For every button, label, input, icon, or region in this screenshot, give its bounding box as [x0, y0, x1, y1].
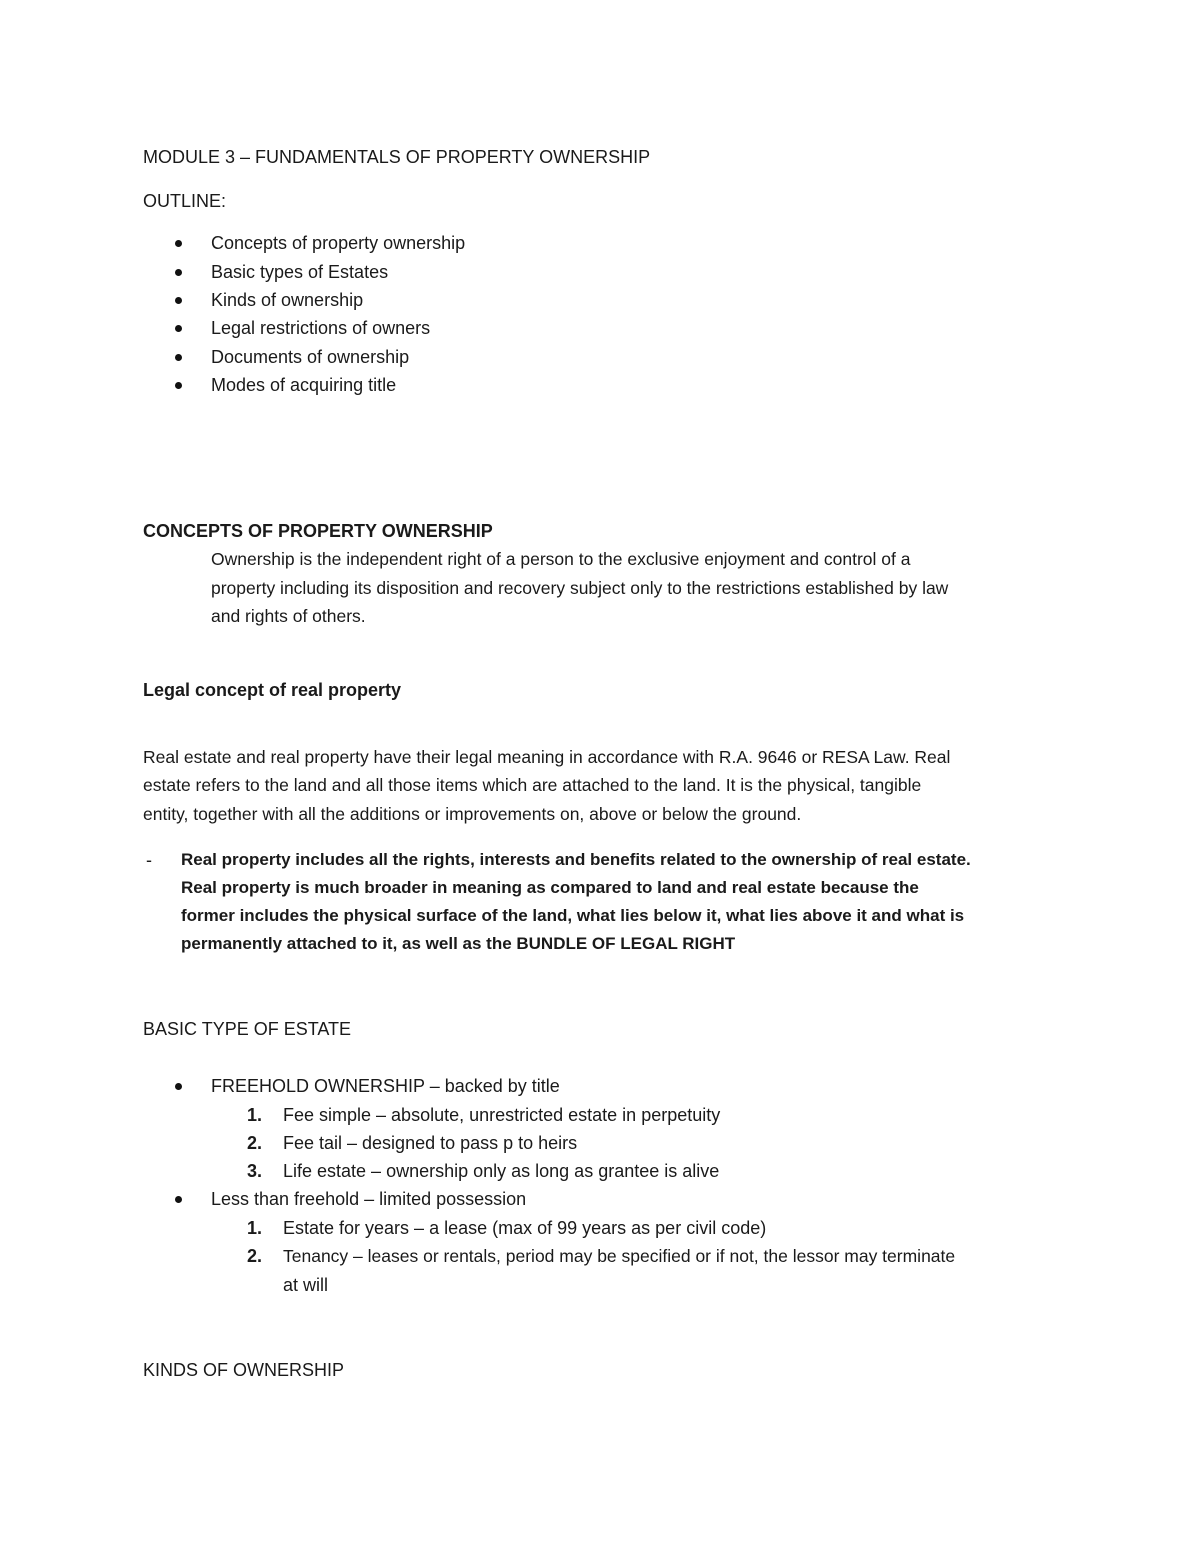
bullet-icon: [175, 269, 182, 276]
legal-concept-paragraph-line: estate refers to the land and all those items which are attached to the land. It is the physical, tangible: [143, 775, 922, 795]
less-freehold-label: Less than freehold – limited possession: [211, 1189, 527, 1209]
real-property-line: Real property includes all the rights, interests and benefits related to the ownership of real estate.: [181, 850, 971, 869]
freehold-label: FREEHOLD OWNERSHIP – backed by title: [211, 1076, 560, 1096]
bullet-icon: [175, 1196, 182, 1203]
bullet-icon: [175, 297, 182, 304]
kinds-heading: KINDS OF OWNERSHIP: [143, 1360, 345, 1380]
outline-item: Legal restrictions of owners: [211, 318, 431, 338]
real-property-line: former includes the physical surface of the land, what lies below it, what lies above it and what is: [181, 906, 965, 925]
less-freehold-continuation: at will: [283, 1275, 329, 1295]
estate-heading: BASIC TYPE OF ESTATE: [143, 1019, 352, 1039]
legal-concept-paragraph-line: entity, together with all the additions or improvements on, above or below the ground.: [143, 804, 802, 824]
list-number: 3.: [247, 1161, 263, 1181]
real-property-line: permanently attached to it, as well as the BUNDLE OF LEGAL RIGHT: [181, 934, 736, 953]
module-title: MODULE 3 – FUNDAMENTALS OF PROPERTY OWNERSHIP: [143, 147, 651, 167]
outline-item: Modes of acquiring title: [211, 375, 397, 395]
bullet-icon: [175, 1083, 182, 1090]
bullet-icon: [175, 325, 182, 332]
freehold-item: Fee tail – designed to pass p to heirs: [283, 1133, 578, 1153]
concepts-paragraph-line: Ownership is the independent right of a person to the exclusive enjoyment and control of a: [211, 549, 911, 569]
bullet-icon: [175, 240, 182, 247]
freehold-item: Life estate – ownership only as long as grantee is alive: [283, 1161, 720, 1181]
less-freehold-item: Estate for years – a lease (max of 99 years as per civil code): [283, 1218, 767, 1238]
dash-marker: -: [146, 850, 152, 870]
list-number: 1.: [247, 1218, 263, 1238]
concepts-paragraph-line: and rights of others.: [211, 606, 366, 626]
less-freehold-item: Tenancy – leases or rentals, period may be specified or if not, the lessor may terminate: [283, 1246, 956, 1266]
list-number: 1.: [247, 1105, 263, 1125]
real-property-line: Real property is much broader in meaning as compared to land and real estate because the: [181, 878, 919, 897]
bullet-icon: [175, 354, 182, 361]
outline-item: Concepts of property ownership: [211, 233, 466, 253]
outline-item: Kinds of ownership: [211, 290, 364, 310]
concepts-heading: CONCEPTS OF PROPERTY OWNERSHIP: [143, 521, 493, 541]
outline-label: OUTLINE:: [143, 191, 227, 211]
legal-concept-heading: Legal concept of real property: [143, 680, 402, 700]
concepts-paragraph-line: property including its disposition and recovery subject only to the restrictions established by law: [211, 578, 949, 598]
list-number: 2.: [247, 1133, 263, 1153]
legal-concept-paragraph-line: Real estate and real property have their legal meaning in accordance with R.A. 9646 or RESA Law. Real: [143, 747, 951, 767]
outline-item: Basic types of Estates: [211, 262, 389, 282]
freehold-item: Fee simple – absolute, unrestricted estate in perpetuity: [283, 1105, 721, 1125]
list-number: 2.: [247, 1246, 263, 1266]
outline-item: Documents of ownership: [211, 347, 410, 367]
bullet-icon: [175, 382, 182, 389]
